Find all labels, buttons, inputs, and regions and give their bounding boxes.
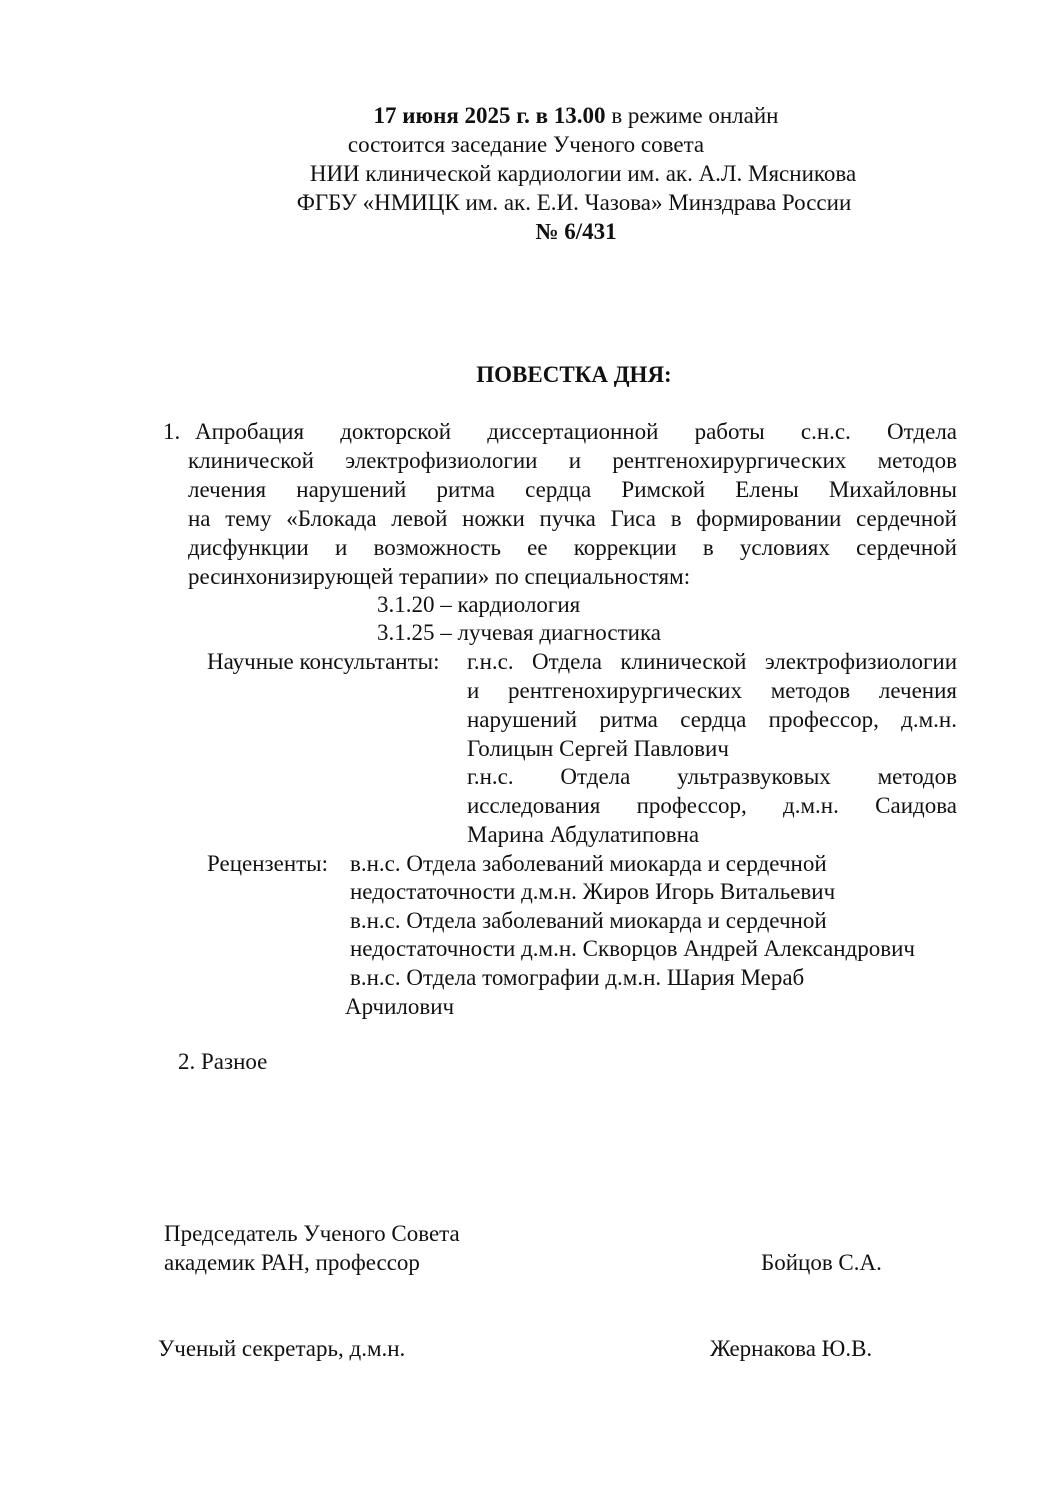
reviewer-line-1: в.н.с. Отдела заболеваний миокарда и сердечной xyxy=(350,851,827,876)
reviewer-line-2: недостаточности д.м.н. Жиров Игорь Витальевич xyxy=(350,879,836,904)
item-1-marker: 1. xyxy=(163,419,181,444)
consultant-1-line-1: г.н.с. Отдела клинической электрофизиологии xyxy=(467,649,957,674)
meeting-date: 17 июня 2025 г. в 13.00 xyxy=(373,103,606,128)
meeting-number: № 6/431 xyxy=(535,219,617,244)
chair-title-line-1: Председатель Ученого Совета xyxy=(164,1221,460,1246)
header-line-2: состоится заседание Ученого совета xyxy=(347,132,705,157)
secretary-name: Жернакова Ю.В. xyxy=(710,1336,873,1361)
header-line-3: НИИ клинической кардиологии им. ак. А.Л. Мясникова xyxy=(309,161,857,186)
reviewer-line-3: в.н.с. Отдела заболеваний миокарда и сердечной xyxy=(350,908,827,933)
reviewer-line-4: недостаточности д.м.н. Скворцов Андрей Александрович xyxy=(350,936,915,961)
item-1-line-6: ресинхонизирующей терапии» по специальностям: xyxy=(188,564,691,589)
header-line-1 xyxy=(47,102,1058,131)
reviewer-line-6: Арчилович xyxy=(345,994,455,1019)
consultant-2-line-2: исследования профессор, д.м.н. Саидова xyxy=(467,793,957,818)
item-1-line-4: на тему «Блокада левой ножки пучка Гиса в формировании сердечной xyxy=(188,506,957,531)
consultant-1-line-3: нарушений ритма сердца профессор, д.м.н. xyxy=(467,707,957,732)
chair-name: Бойцов С.А. xyxy=(761,1250,882,1275)
consultant-2-line-1: г.н.с. Отдела ультразвуковых методов xyxy=(467,764,957,789)
item-1-line-5: дисфункции и возможность ее коррекции в условиях сердечной xyxy=(188,535,957,560)
secretary-title: Ученый секретарь, д.м.н. xyxy=(158,1336,406,1361)
specialty-2: 3.1.25 – лучевая диагностика xyxy=(377,620,661,645)
consultant-1-line-2: и рентгенохирургических методов лечения xyxy=(467,678,957,703)
agenda-title: ПОВЕСТКА ДНЯ: xyxy=(476,362,672,387)
reviewer-line-5: в.н.с. Отдела томографии д.м.н. Шария Мераб xyxy=(350,965,805,990)
consultant-2-name: Марина Абдулатиповна xyxy=(467,822,700,847)
item-2: 2. Разное xyxy=(178,1049,268,1074)
item-1-line-2: клинической электрофизиологии и рентгенохирургических методов xyxy=(188,448,957,473)
header-line-4: ФГБУ «НМИЦК им. ак. Е.И. Чазова» Минздрава России xyxy=(296,190,852,215)
item-1-line-3: лечения нарушений ритма сердца Римской Елены Михайловны xyxy=(188,477,957,502)
reviewers-label: Рецензенты: xyxy=(207,851,329,876)
item-1-line-1: Апробация докторской диссертационной работы с.н.с. Отдела xyxy=(195,419,957,444)
consultants-label: Научные консультанты: xyxy=(207,649,440,674)
meeting-format: в режиме онлайн xyxy=(605,103,779,128)
specialty-1: 3.1.20 – кардиология xyxy=(377,592,581,617)
chair-title-line-2: академик РАН, профессор xyxy=(164,1250,420,1275)
consultant-1-name: Голицын Сергей Павлович xyxy=(467,736,729,761)
